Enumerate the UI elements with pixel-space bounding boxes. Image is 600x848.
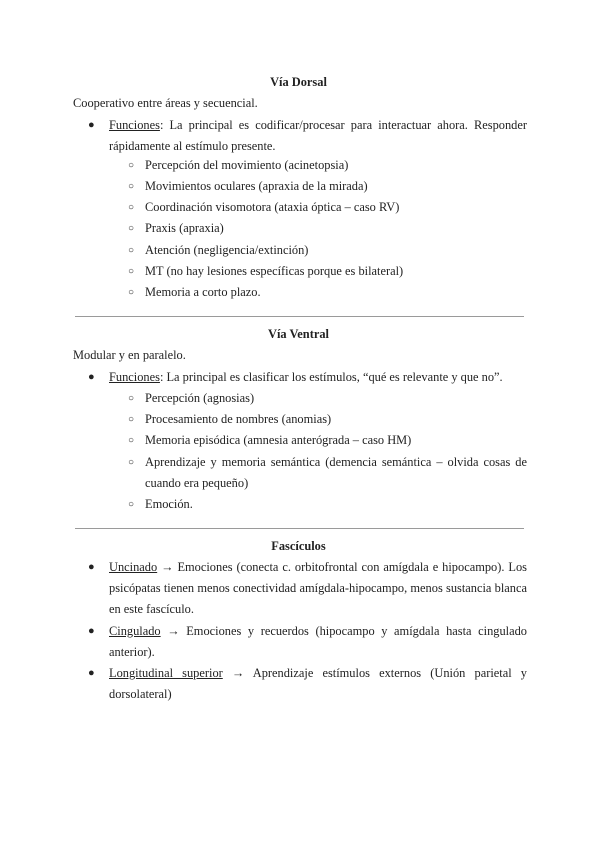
bullet-marker: ● — [88, 371, 95, 383]
dorsal-item-text: Memoria a corto plazo. — [145, 285, 261, 299]
sub-marker: ○ — [128, 457, 135, 468]
fasciculo-item — [88, 663, 527, 705]
sub-marker: ○ — [128, 435, 135, 446]
fasciculo-item — [88, 557, 527, 620]
ventral-intro: Modular y en paralelo. — [73, 348, 186, 362]
dorsal-item-text: MT (no hay lesiones específicas porque es bilateral) — [145, 264, 404, 278]
ventral-item — [128, 409, 527, 430]
sub-marker: ○ — [128, 499, 135, 510]
dorsal-item-text: Coordinación visomotora (ataxia óptica – caso RV) — [145, 200, 400, 214]
ventral-item — [128, 452, 527, 494]
bullet-marker: ● — [88, 625, 95, 637]
ventral-item — [128, 430, 527, 451]
sub-marker: ○ — [128, 245, 135, 256]
fasciculo-name: Cingulado — [109, 624, 161, 638]
sub-marker: ○ — [128, 266, 135, 277]
sub-marker: ○ — [128, 393, 135, 404]
dorsal-funciones-label: Funciones — [109, 118, 160, 132]
ventral-item — [128, 494, 527, 515]
ventral-item-text: Procesamiento de nombres (anomias) — [145, 412, 332, 426]
dorsal-intro: Cooperativo entre áreas y secuencial. — [73, 96, 258, 110]
dorsal-funciones-text: : La principal es codificar/procesar para interactuar ahora. Responder rápidamente al estímulo presente. — [109, 118, 527, 153]
section-divider — [75, 316, 524, 317]
ventral-funciones-text: : La principal es clasificar los estímulos, “qué es relevante y que no”. — [159, 370, 503, 384]
dorsal-item-text: Movimientos oculares (apraxia de la mirada) — [145, 179, 368, 193]
ventral-item-text: Aprendizaje y memoria semántica (demencia semántica – olvida cosas de cuando era pequeño) — [145, 455, 527, 490]
bullet-marker: ● — [88, 561, 95, 573]
ventral-item-text: Memoria episódica (amnesia anterógrada – caso HM) — [145, 433, 412, 447]
fasciculo-text: → Emociones (conecta c. orbitofrontal con amígdala e hipocampo). Los psicópatas tienen menos conectividad amígdala-hipocampo, menos sustancia blanca en este fascículo. — [109, 560, 527, 616]
fasciculos-title: Fascículos — [271, 539, 326, 553]
bullet-marker: ● — [88, 119, 95, 131]
fasciculo-item — [88, 621, 527, 663]
fasciculo-name: Uncinado — [109, 560, 158, 574]
bullet-marker: ● — [88, 667, 95, 679]
ventral-item-text: Emoción. — [145, 497, 193, 511]
fasciculo-name: Longitudinal superior — [109, 666, 223, 680]
dorsal-item — [128, 197, 527, 218]
ventral-funciones-label: Funciones — [109, 370, 160, 384]
ventral-item-text: Percepción (agnosias) — [145, 391, 255, 405]
sub-marker: ○ — [128, 414, 135, 425]
dorsal-item — [128, 261, 527, 282]
sub-marker: ○ — [128, 287, 135, 298]
dorsal-item — [128, 176, 527, 197]
dorsal-title: Vía Dorsal — [270, 75, 327, 89]
dorsal-item — [128, 282, 527, 303]
ventral-item — [128, 388, 527, 409]
fasciculo-text: → Emociones y recuerdos (hipocampo y amígdala hasta cingulado anterior). — [109, 624, 527, 659]
dorsal-item — [128, 218, 527, 239]
dorsal-item-text: Percepción del movimiento (acinetopsia) — [145, 158, 349, 172]
ventral-funciones — [88, 367, 527, 388]
dorsal-item-text: Atención (negligencia/extinción) — [145, 243, 309, 257]
sub-marker: ○ — [128, 181, 135, 192]
sub-marker: ○ — [128, 223, 135, 234]
fasciculo-text: → Aprendizaje estímulos externos (Unión parietal y dorsolateral) — [109, 666, 527, 701]
sub-marker: ○ — [128, 160, 135, 171]
dorsal-funciones — [88, 115, 527, 157]
sub-marker: ○ — [128, 202, 135, 213]
section-divider — [75, 528, 524, 529]
dorsal-item-text: Praxis (apraxia) — [145, 221, 224, 235]
dorsal-item — [128, 155, 527, 176]
dorsal-item — [128, 240, 527, 261]
ventral-title: Vía Ventral — [268, 327, 329, 341]
